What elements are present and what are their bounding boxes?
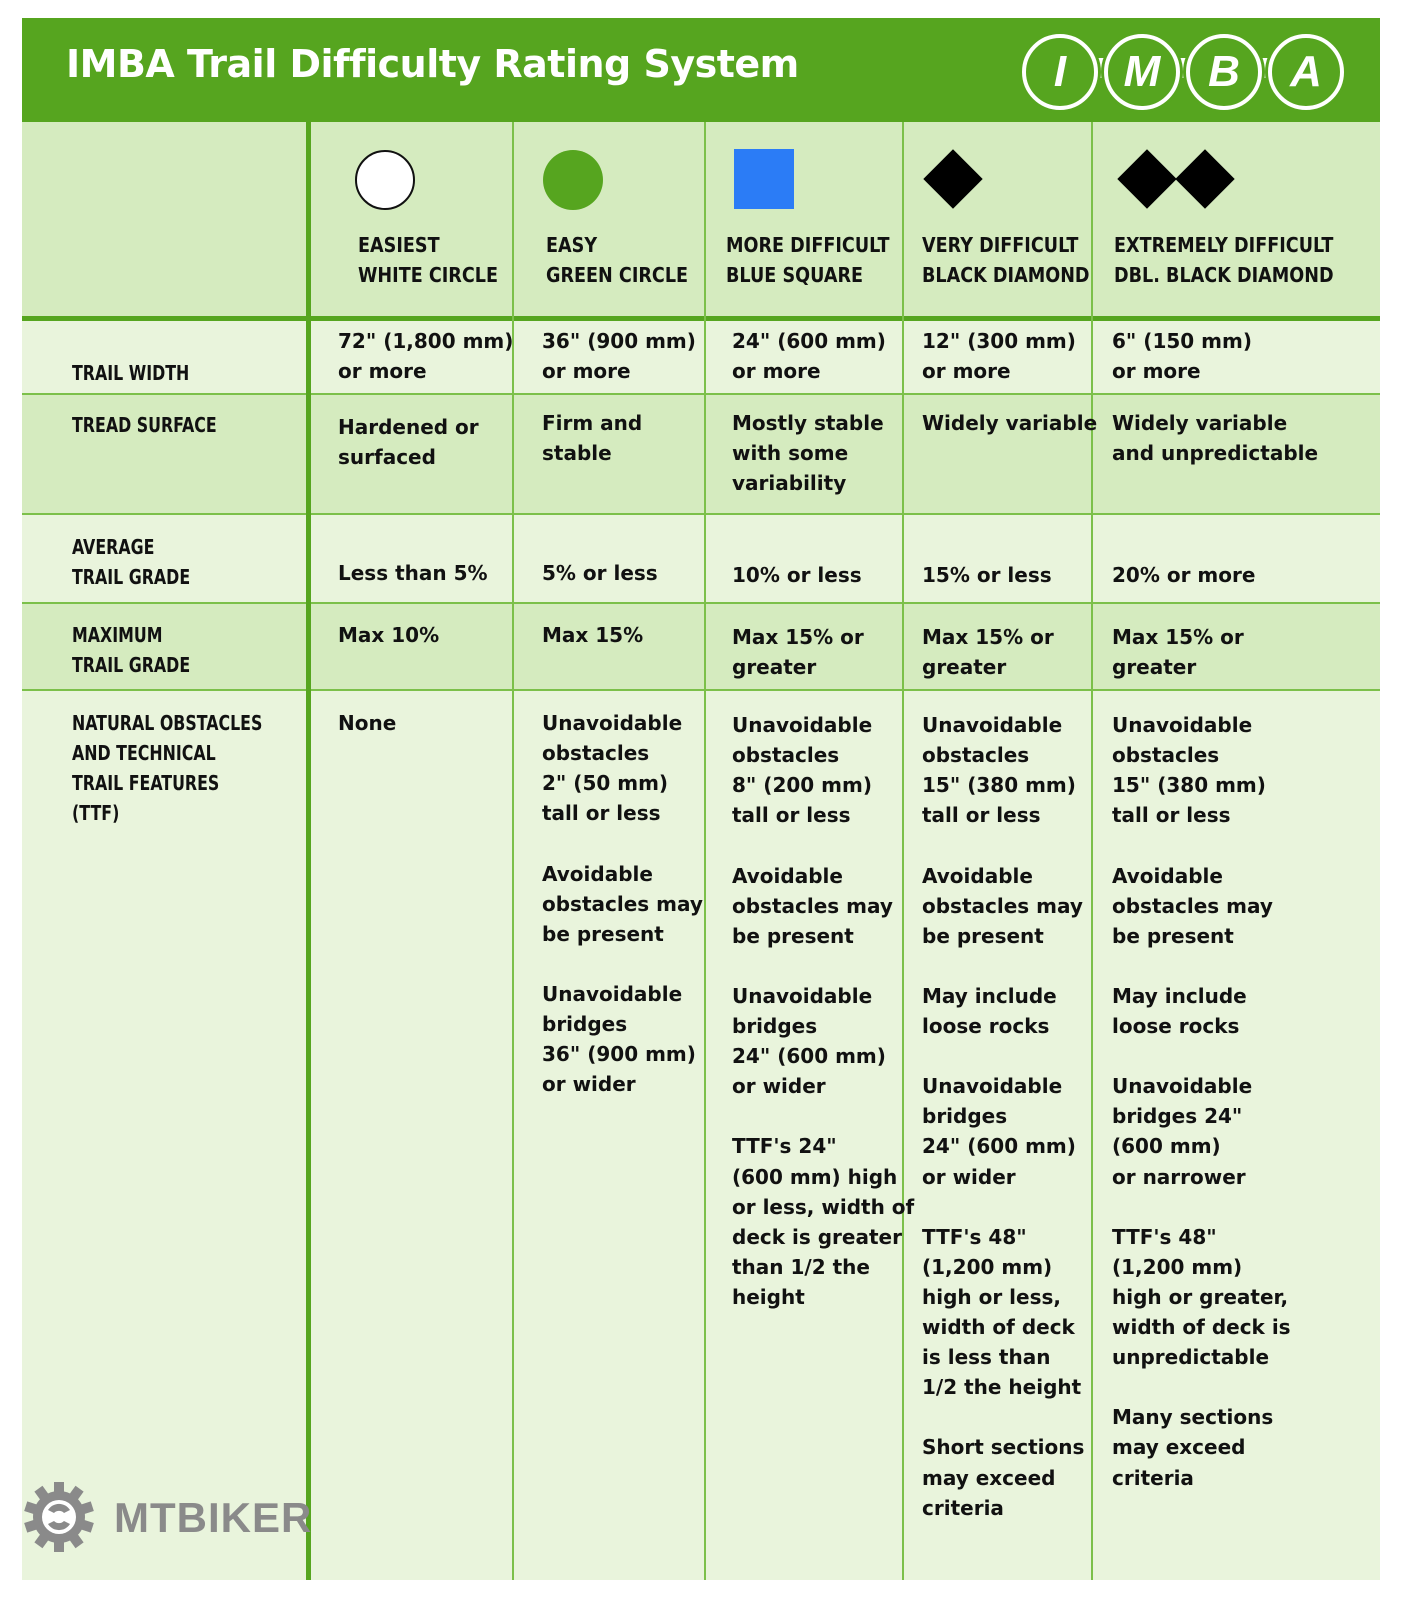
column-header-difficulty: EASIEST: [358, 233, 440, 257]
row-label: TREAD SURFACE: [72, 413, 217, 437]
table-cell-line: Widely variable: [1112, 411, 1288, 435]
table-cell-line: Unavoidable: [542, 711, 683, 735]
table-cell-line: Max 15%: [542, 623, 644, 647]
logo-letter: B: [1208, 47, 1240, 96]
table-cell-line: greater: [1112, 655, 1197, 680]
table-cell-line: Unavoidable: [732, 713, 873, 737]
table-cell-line: 12" (300 mm): [922, 329, 1076, 353]
table-cell-line: may exceed: [1112, 1435, 1246, 1460]
table-cell-line: Avoidable: [922, 863, 1033, 888]
column-header-difficulty: EXTREMELY DIFFICULT: [1114, 233, 1334, 257]
logo-ring: [1022, 34, 1098, 110]
table-cell-line: obstacles: [922, 743, 1030, 768]
imba-logo: [1022, 34, 1352, 106]
row-label: AVERAGE: [72, 535, 155, 559]
table-cell-line: Unavoidable: [1112, 713, 1253, 737]
table-cell-line: or narrower: [1112, 1164, 1246, 1189]
table-cell-line: Many sections: [1112, 1405, 1274, 1430]
table-cell-line: or more: [922, 359, 1011, 384]
table-cell-line: obstacles: [732, 743, 840, 768]
table-cell-line: Short sections: [922, 1435, 1085, 1460]
column-header-symbol-name: BLUE SQUARE: [726, 263, 864, 287]
row-label: MAXIMUM: [72, 623, 163, 647]
row-label: NATURAL OBSTACLES: [72, 711, 263, 735]
table-cell-line: Unavoidable: [542, 981, 683, 1006]
table-cell-line: Avoidable: [542, 861, 653, 886]
table-cell-line: tall or less: [732, 803, 851, 828]
table-cell-line: Mostly stable: [732, 411, 884, 435]
table-cell-line: is less than: [922, 1345, 1051, 1370]
table-cell-line: Max 15% or: [1112, 625, 1244, 649]
row-label: TRAIL WIDTH: [72, 361, 190, 385]
table-cell-line: TTF's 24": [732, 1134, 837, 1159]
table-cell-line: than 1/2 the: [732, 1254, 870, 1279]
table-cell-line: (600 mm): [1112, 1134, 1221, 1159]
table-cell-line: 15% or less: [922, 563, 1052, 587]
table-cell-line: tall or less: [542, 801, 661, 826]
table-cell-line: may exceed: [922, 1465, 1056, 1490]
table-cell-line: (600 mm) high: [732, 1164, 898, 1189]
table-cell-line: 24" (600 mm): [732, 1044, 886, 1069]
table-cell-line: May include: [1112, 983, 1247, 1008]
table-cell-line: 1/2 the height: [922, 1375, 1082, 1400]
table-cell-line: 36" (900 mm): [542, 1042, 696, 1067]
table-cell-line: greater: [732, 655, 817, 680]
column-header-symbol-name: BLACK DIAMOND: [922, 263, 1090, 287]
table-cell-line: 10% or less: [732, 563, 862, 587]
table-cell-line: Max 10%: [338, 623, 440, 647]
row-label: TRAIL GRADE: [72, 653, 191, 677]
blue-square-icon: [734, 149, 794, 209]
logo-ring: [1104, 34, 1180, 110]
table-cell-line: Avoidable: [732, 863, 843, 888]
table-cell-line: or more: [732, 359, 821, 384]
table-cell-line: or more: [338, 359, 427, 384]
table-cell-line: 15" (380 mm): [922, 773, 1076, 798]
table-cell-line: Unavoidable: [732, 983, 873, 1008]
gear-icon: [22, 1480, 96, 1554]
table-cell-line: criteria: [1112, 1465, 1194, 1490]
table-cell-line: obstacles may: [732, 893, 893, 918]
table-cell-line: TTF's 48": [1112, 1224, 1217, 1249]
table-cell-line: deck is greater: [732, 1224, 902, 1249]
table-cell-line: unpredictable: [1112, 1345, 1270, 1370]
table-cell-line: bridges: [922, 1104, 1008, 1129]
table-cell-line: variability: [732, 471, 847, 496]
table-cell-line: TTF's 48": [922, 1224, 1027, 1249]
row-label: AND TECHNICAL: [72, 741, 216, 765]
table-cell-line: high or less,: [922, 1284, 1062, 1309]
table-cell-line: height: [732, 1284, 805, 1309]
column-divider: [306, 122, 311, 1580]
table-cell-line: Firm and: [542, 411, 643, 435]
column-divider: [704, 122, 706, 1580]
table-cell-line: 24" (600 mm): [922, 1134, 1076, 1159]
table-cell-line: (1,200 mm): [922, 1254, 1053, 1279]
table-cell-line: 20% or more: [1112, 563, 1256, 587]
table-cell-line: bridges 24": [1112, 1104, 1243, 1129]
table-cell-line: or more: [1112, 359, 1201, 384]
column-header-symbol-name: WHITE CIRCLE: [358, 263, 499, 287]
table-cell-line: width of deck is: [1112, 1315, 1291, 1339]
table-cell-line: Less than 5%: [338, 561, 488, 585]
row-label: TRAIL FEATURES: [72, 771, 220, 795]
table-cell-line: greater: [922, 655, 1007, 680]
row-label: (TTF): [72, 801, 120, 825]
row-divider: [22, 689, 1380, 691]
table-cell-line: May include: [922, 983, 1057, 1008]
column-divider: [1091, 122, 1093, 1580]
column-header-symbol-name: DBL. BLACK DIAMOND: [1114, 263, 1334, 287]
table-cell-line: obstacles may: [922, 893, 1083, 918]
watermark: [22, 1480, 352, 1560]
table-cell-line: stable: [542, 441, 612, 466]
logo-ring: [1186, 34, 1262, 110]
table-cell-line: tall or less: [1112, 803, 1231, 828]
row-divider: [22, 393, 1380, 395]
table-cell-line: Max 15% or: [732, 625, 864, 649]
table-cell-line: with some: [732, 441, 849, 466]
column-header-symbol-name: GREEN CIRCLE: [546, 263, 689, 287]
table-cell-line: Avoidable: [1112, 863, 1223, 888]
row-label: TRAIL GRADE: [72, 565, 191, 589]
table-cell-line: criteria: [922, 1495, 1004, 1520]
table-cell-line: 15" (380 mm): [1112, 773, 1266, 798]
table-cell-line: be present: [1112, 923, 1234, 948]
table-cell-line: loose rocks: [1112, 1014, 1240, 1038]
logo-letter: M: [1123, 47, 1161, 96]
table-cell-line: and unpredictable: [1112, 441, 1319, 466]
column-header-difficulty: EASY: [546, 233, 598, 257]
logo-letter: I: [1053, 47, 1067, 96]
table-cell-line: 6" (150 mm): [1112, 329, 1252, 353]
table-cell-line: be present: [732, 923, 854, 948]
table-cell-line: Hardened or: [338, 415, 479, 439]
table-cell-line: bridges: [732, 1014, 818, 1038]
table-cell-line: surfaced: [338, 445, 436, 470]
column-header-difficulty: VERY DIFFICULT: [922, 233, 1079, 257]
table-cell-line: 72" (1,800 mm): [338, 329, 514, 353]
table-cell-line: loose rocks: [922, 1014, 1050, 1038]
logo-letter: A: [1290, 47, 1322, 96]
table-cell-line: or wider: [542, 1072, 636, 1097]
row-divider: [22, 602, 1380, 604]
table-cell-line: 36" (900 mm): [542, 329, 696, 353]
table-cell-line: tall or less: [922, 803, 1041, 828]
column-divider: [902, 122, 904, 1580]
table-cell-line: 2" (50 mm): [542, 771, 669, 796]
title-banner: [22, 18, 1380, 122]
table-cell-line: obstacles: [1112, 743, 1220, 768]
white-circle-icon: [355, 150, 415, 210]
table-cell-line: bridges: [542, 1012, 628, 1036]
row-divider: [22, 513, 1380, 515]
table-cell-line: or less, width of: [732, 1194, 915, 1219]
page-title: IMBA Trail Difficulty Rating System: [66, 42, 799, 86]
table-cell-line: obstacles may: [1112, 893, 1273, 918]
table-cell-line: obstacles: [542, 741, 650, 766]
table-cell-line: be present: [922, 923, 1044, 948]
watermark-text: MTBIKER: [114, 1494, 313, 1541]
table-cell-line: Unavoidable: [922, 1074, 1063, 1099]
table-cell-line: 5% or less: [542, 561, 658, 585]
table-cell-line: high or greater,: [1112, 1284, 1289, 1309]
column-header-difficulty: MORE DIFFICULT: [726, 233, 890, 257]
table-cell-line: (1,200 mm): [1112, 1254, 1243, 1279]
table-cell-line: Max 15% or: [922, 625, 1054, 649]
table-cell-line: 24" (600 mm): [732, 329, 886, 353]
row-divider: [22, 316, 1380, 321]
table-cell-line: Unavoidable: [1112, 1074, 1253, 1099]
table-cell-line: width of deck: [922, 1315, 1075, 1339]
logo-ring: [1268, 34, 1344, 110]
table-cell-line: obstacles may: [542, 891, 703, 916]
table-cell-line: be present: [542, 921, 664, 946]
table-cell-line: Unavoidable: [922, 713, 1063, 737]
table-cell-line: None: [338, 711, 397, 735]
rating-table: [22, 18, 1380, 1580]
table-cell-line: Widely variable: [922, 411, 1098, 435]
table-cell-line: or more: [542, 359, 631, 384]
table-cell-line: or wider: [732, 1074, 826, 1099]
green-circle-icon: [543, 150, 603, 210]
table-cell-line: 8" (200 mm): [732, 773, 872, 798]
table-cell-line: or wider: [922, 1164, 1016, 1189]
